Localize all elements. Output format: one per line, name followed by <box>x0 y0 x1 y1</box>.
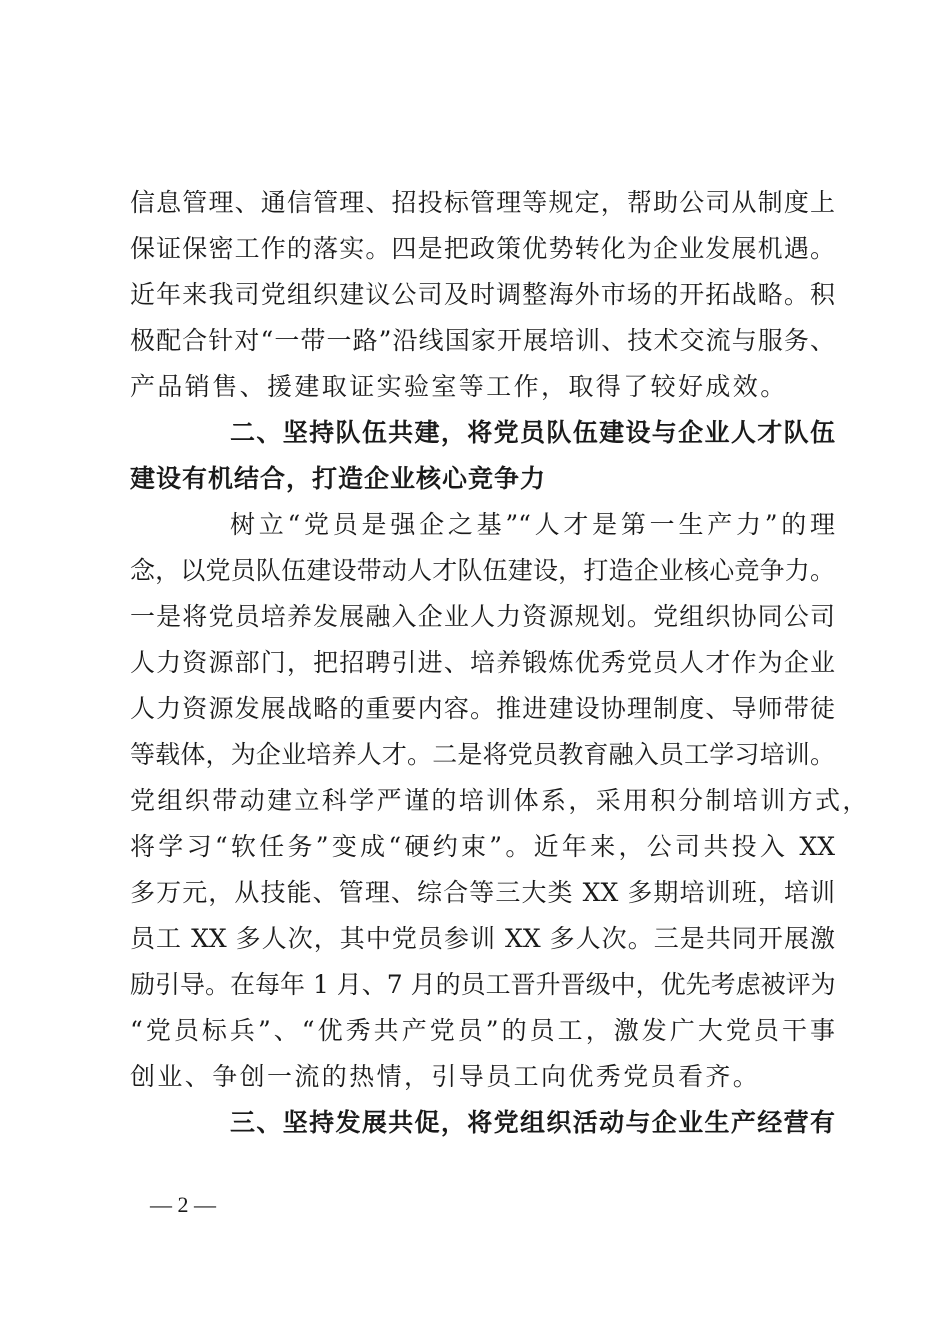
paragraph-2-line: 励引导。在每年 1 月、7 月的员工晋升晋级中，优先考虑被评为 <box>130 970 836 999</box>
section-heading-3: 三、坚持发展共促，将党组织活动与企业生产经营有 <box>230 1108 835 1137</box>
paragraph-2-line: 念，以党员队伍建设带动人才队伍建设，打造企业核心竞争力。 <box>130 556 835 585</box>
paragraph-2-line: 多万元，从技能、管理、综合等三大类 XX 多期培训班，培训 <box>130 878 835 907</box>
paragraph-2-line: 党组织带动建立科学严谨的培训体系，采用积分制培训方式， <box>130 786 870 815</box>
page-number: — 2 — <box>150 1192 216 1217</box>
paragraph-2-line: 等载体，为企业培养人才。二是将党员教育融入员工学习培训。 <box>130 740 835 769</box>
document-body <box>130 180 870 1146</box>
section-heading-2: 二、坚持队伍共建，将党员队伍建设与企业人才队伍 <box>230 418 835 447</box>
paragraph-1-line: 产品销售、援建取证实验室等工作，取得了较好成效。 <box>130 372 788 401</box>
section-heading-2-cont: 建设有机结合，打造企业核心竞争力 <box>130 464 547 493</box>
paragraph-2-line: 创业、争创一流的热情，引导员工向优秀党员看齐。 <box>130 1062 761 1091</box>
paragraph-1-line: 极配合针对“一带一路”沿线国家开展培训、技术交流与服务、 <box>130 326 835 355</box>
paragraph-1-line: 保证保密工作的落实。四是把政策优势转化为企业发展机遇。 <box>130 234 835 263</box>
paragraph-2-line: 一是将党员培养发展融入企业人力资源规划。党组织协同公司 <box>130 602 835 631</box>
paragraph-2-line: “党员标兵”、“优秀共产党员”的员工，激发广大党员干事 <box>130 1016 835 1045</box>
paragraph-2-line: 人力资源发展战略的重要内容。推进建设协理制度、导师带徒 <box>130 694 835 723</box>
paragraph-1-line: 信息管理、通信管理、招投标管理等规定，帮助公司从制度上 <box>130 188 835 217</box>
paragraph-2-line: 树立“党员是强企之基”“人才是第一生产力”的理 <box>230 510 835 539</box>
paragraph-2-line: 人力资源部门，把招聘引进、培养锻炼优秀党员人才作为企业 <box>130 648 835 677</box>
paragraph-2-line: 将学习“软任务”变成“硬约束”。近年来，公司共投入 XX <box>130 832 835 861</box>
paragraph-1-line: 近年来我司党组织建议公司及时调整海外市场的开拓战略。积 <box>130 280 835 309</box>
paragraph-2-line: 员工 XX 多人次，其中党员参训 XX 多人次。三是共同开展激 <box>130 924 835 953</box>
